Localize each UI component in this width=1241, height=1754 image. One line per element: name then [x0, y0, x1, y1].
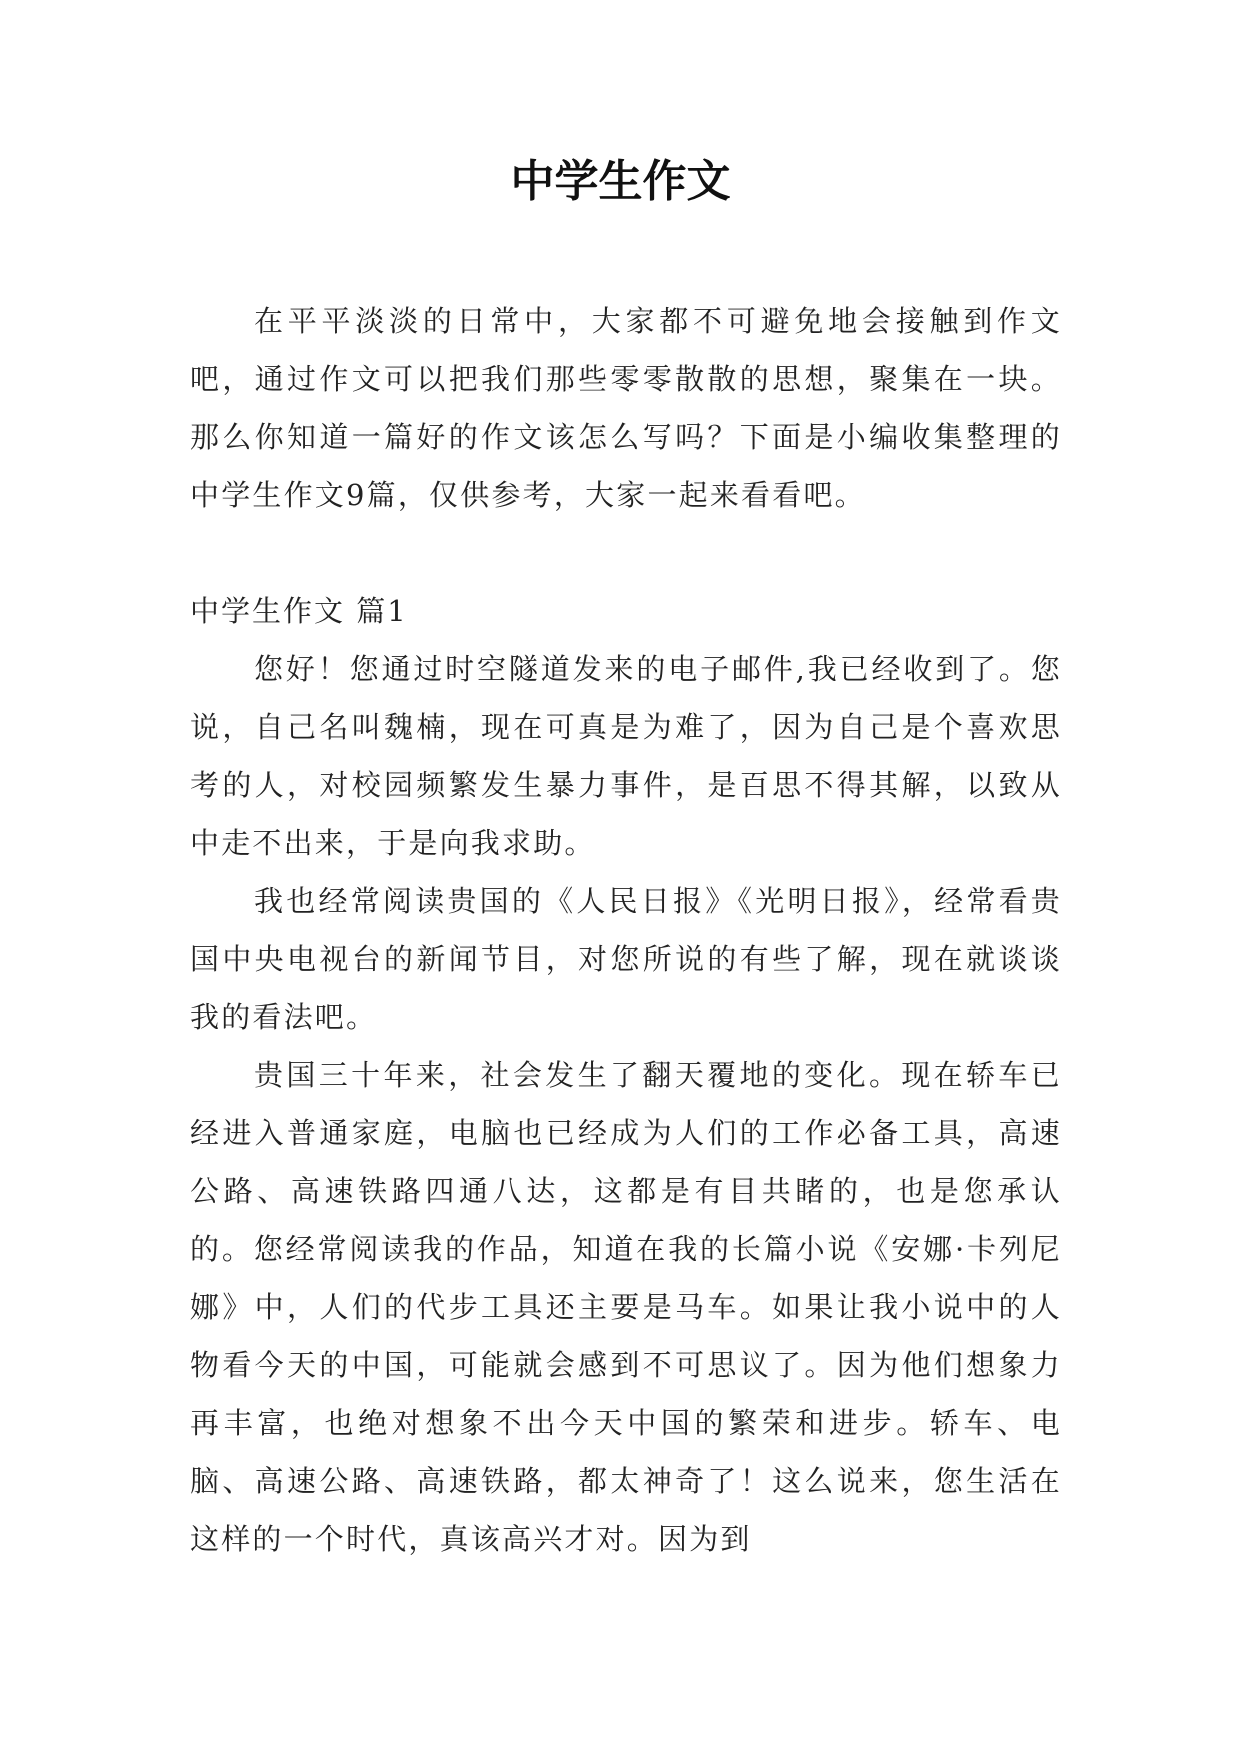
document-body [190, 292, 1062, 1568]
section-heading: 中学生作文 篇1 [190, 594, 408, 628]
body-paragraph-2: 我也经常阅读贵国的《人民日报》《光明日报》，经常看贵国中央电视台的新闻节目，对您所说的有些了解，现在就谈谈我的看法吧。 [190, 884, 1062, 1034]
body-paragraph-3: 贵国三十年来，社会发生了翻天覆地的变化。现在轿车已经进入普通家庭，电脑也已经成为人们的工作必备工具，高速公路、高速铁路四通八达，这都是有目共睹的，也是您承认的。您经常阅读我的作品，知道在我的长篇小说《安娜·卡列尼娜》中，人们的代步工具还主要是马车。如果让我小说中的人物看今天的中国，可能就会感到不可思议了。因为他们想象力再丰富，也绝对想象不出今天中国的繁荣和进步。轿车、电脑、高速公路、高速铁路，都太神奇了！这么说来，您生活在这样的一个时代，真该高兴才对。因为到 [190, 1058, 1062, 1556]
body-paragraph-1: 您好！您通过时空隧道发来的电子邮件,我已经收到了。您说，自己名叫魏楠，现在可真是为难了，因为自己是个喜欢思考的人，对校园频繁发生暴力事件，是百思不得其解，以致从中走不出来，于是向我求助。 [190, 652, 1062, 860]
intro-paragraph: 在平平淡淡的日常中，大家都不可避免地会接触到作文吧，通过作文可以把我们那些零零散散的思想，聚集在一块。那么你知道一篇好的作文该怎么写吗？下面是小编收集整理的中学生作文9篇，仅供参考，大家一起来看看吧。 [190, 304, 1062, 512]
document-title: 中学生作文 [510, 156, 731, 207]
